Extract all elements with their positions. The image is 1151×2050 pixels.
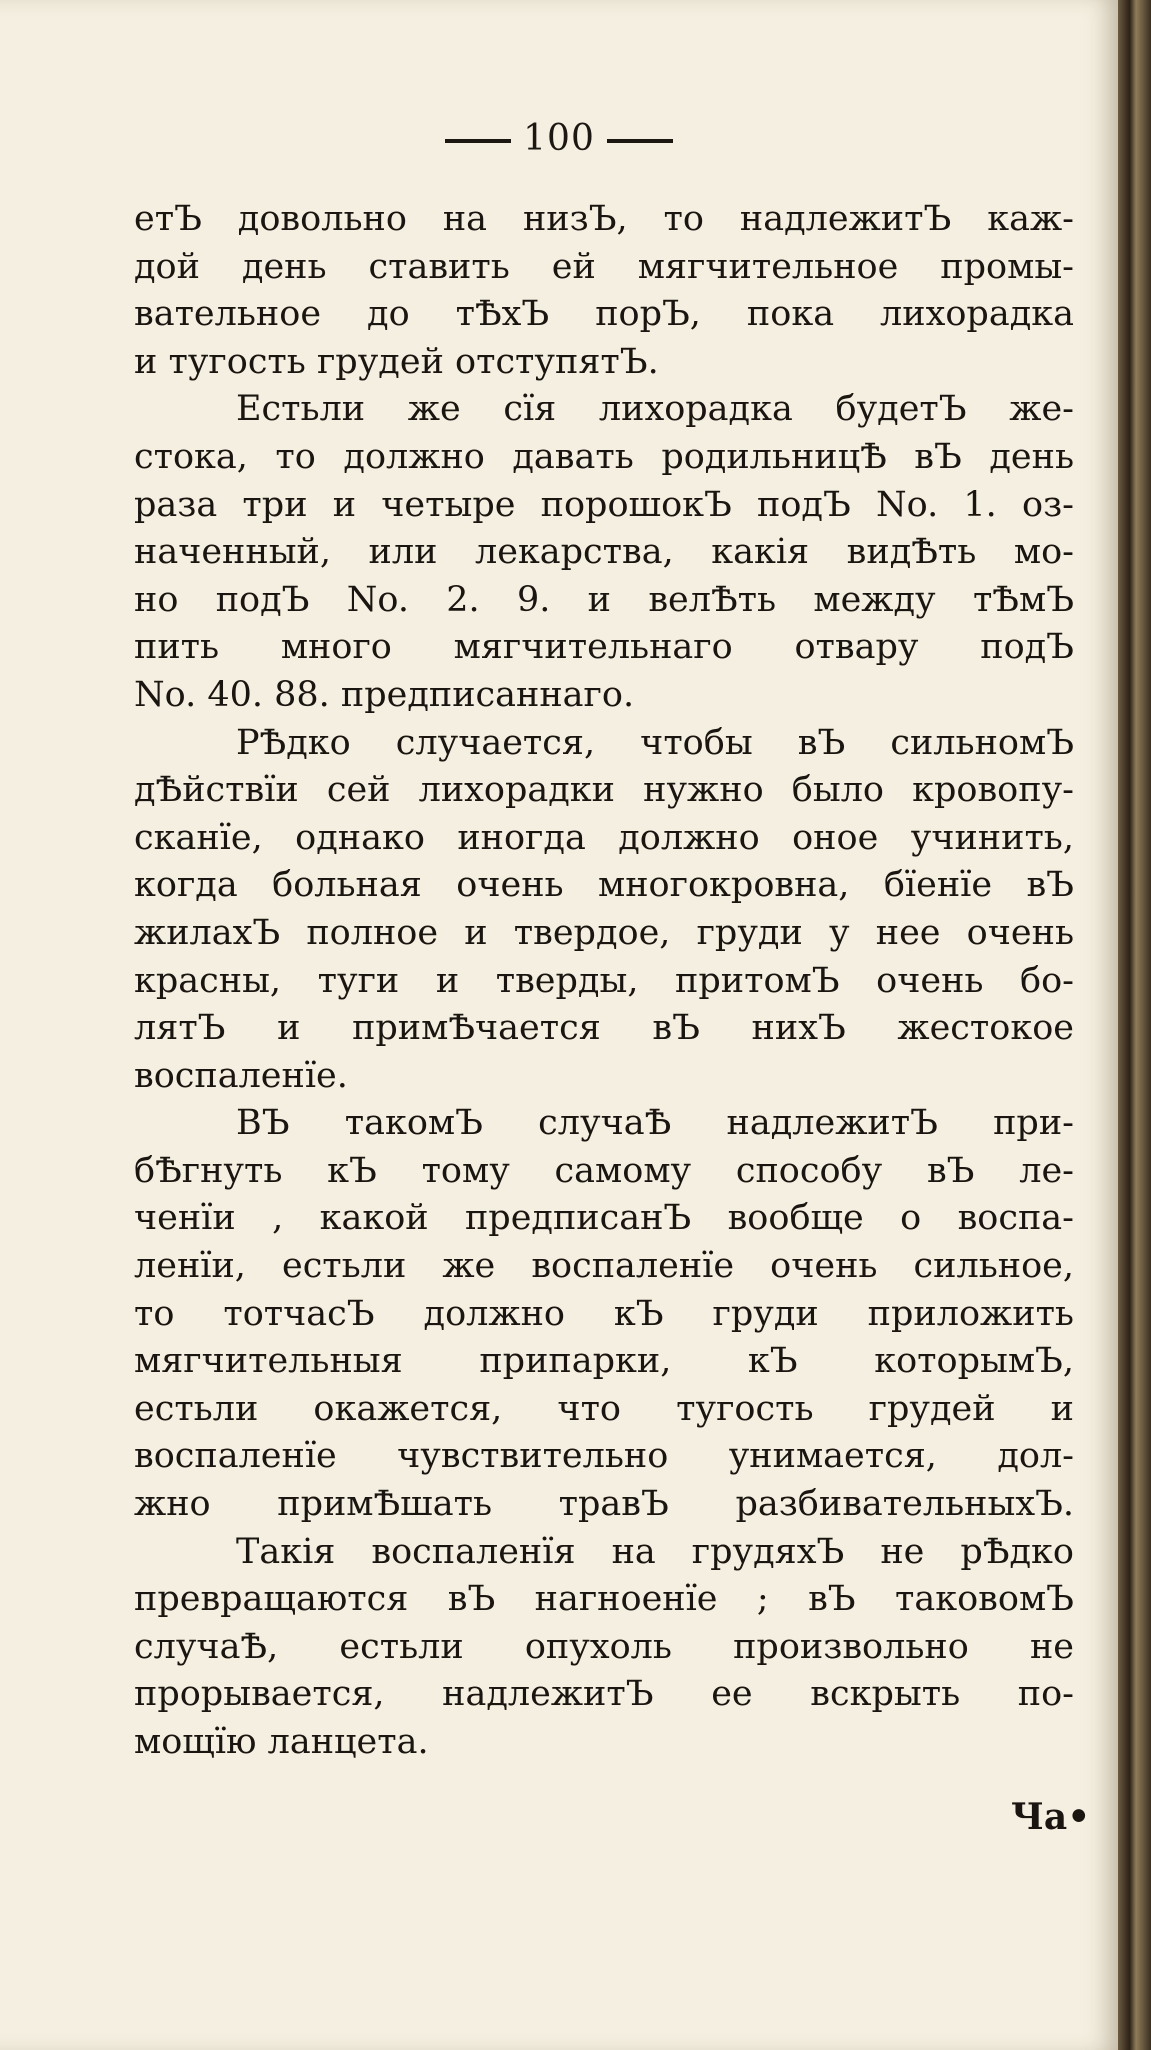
text-line: етЪ довольно на низЪ, то надлежитЪ каж- [134,199,1074,239]
text-line: жилахЪ полное и твердое, груди у нее очень [134,912,1074,953]
right-rule [607,139,673,143]
text-line: воспаленїе. [134,1055,348,1096]
text-line: дой день ставить ей мягчительное промы- [134,246,1074,287]
text-line: воспаленїе чувствительно унимается, дол- [134,1436,1074,1477]
text-line: жно примѢшать травЪ разбивательныхЪ. [134,1484,1074,1525]
text-line: и тугость грудей отступятЪ. [134,341,659,382]
left-rule [445,139,511,143]
text-line: вательное до тѢхЪ порЪ, пока лихорадка [134,294,1074,335]
text-line: Естьли же сїя лихорадка будетЪ же- [236,389,1074,430]
text-line: прорывается, надлежитЪ ее вскрыть по- [134,1674,1074,1715]
text-line: превращаются вЪ нагноенїе ; вЪ таковомЪ [134,1579,1074,1620]
text-line: но подЪ No. 2. 9. и велѢть между тѢмЪ [134,579,1074,620]
text-line: сканїе, однако иногда должно оное учинить, [134,817,1074,858]
text-line: естьли окажется, что тугость грудей и [134,1388,1074,1429]
text-line: бѢгнуть кЪ тому самому способу вЪ ле- [134,1150,1074,1191]
text-line: Такія воспаленїя на грудяхЪ не рѢдко [236,1531,1074,1572]
text-line: наченный, или лекарства, какія видѢть мо- [134,532,1074,573]
catchword: Ча• [1011,1796,1091,1838]
page-header [0,118,1118,159]
text-line: дѢйствїи сей лихорадки нужно было кровопу- [134,770,1074,811]
text-line: ленїи, естьли же воспаленїе очень сильное, [134,1246,1074,1287]
page-body-text [134,196,1074,1767]
text-line: ВЪ такомЪ случаѢ надлежитЪ при- [236,1103,1074,1144]
text-line: стока, то должно давать родильницѢ вЪ день [134,436,1074,477]
text-line: красны, туги и тверды, притомЪ очень бо- [134,960,1074,1001]
text-line: то тотчасЪ должно кЪ груди приложить [134,1293,1074,1334]
text-line: случаѢ, естьли опухоль произвольно не [134,1626,1074,1667]
text-line: когда больная очень многокровна, бїенїе вЪ [134,865,1074,906]
text-line: No. 40. 88. предписаннаго. [134,674,635,715]
text-line: мощїю ланцета. [134,1722,429,1762]
page-edge [1118,0,1151,2050]
text-line: раза три и четыре порошокЪ подЪ No. 1. оз- [134,484,1074,525]
text-line: пить много мягчительнаго отвару подЪ [134,627,1074,668]
text-line: мягчительныя припарки, кЪ которымЪ, [134,1341,1074,1382]
text-line: РѢдко случается, чтобы вЪ сильномЪ [236,722,1074,763]
text-line: ченїи , какой предписанЪ вообще о воспа- [134,1198,1074,1239]
page-number: 100 [523,118,595,159]
text-line: лятЪ и примѢчается вЪ нихЪ жестокое [134,1008,1074,1049]
